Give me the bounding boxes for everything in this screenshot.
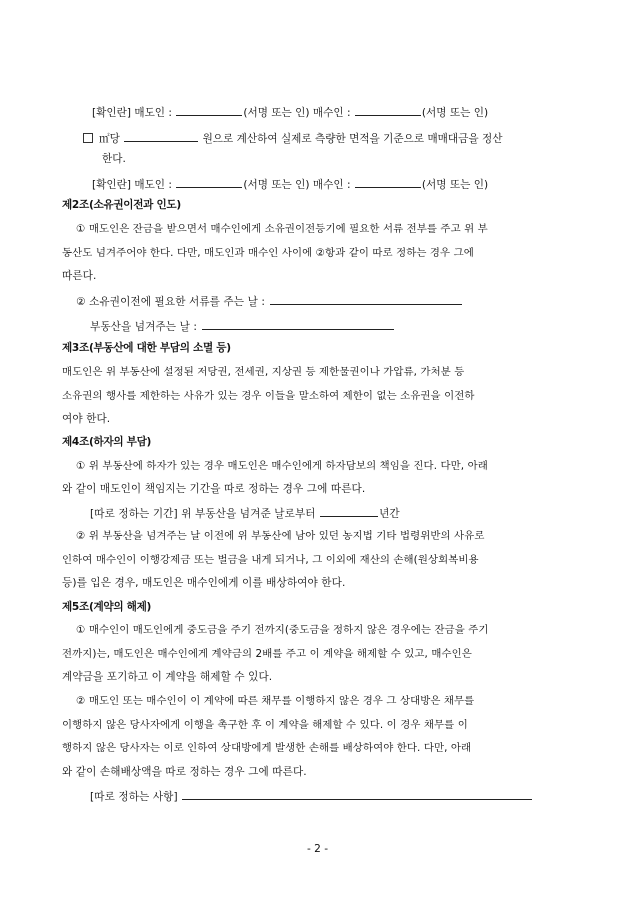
- article5-title: 제5조(계약의 해제): [62, 601, 152, 613]
- seller-signature-blank-2[interactable]: [176, 176, 242, 188]
- property-handover-date-blank[interactable]: [202, 318, 394, 330]
- article2-p1-line3: 따른다.: [62, 270, 97, 282]
- article5-p2-line4: 와 같이 손해배상액을 따로 정하는 경우 그에 따른다.: [62, 766, 307, 778]
- article5-p1-line2: 전까지)는, 매도인은 매수인에게 계약금의 2배를 주고 이 계약을 해제할 수 있고, 매수인은: [62, 648, 472, 660]
- special-terms-label: [따로 정하는 사항]: [90, 791, 178, 803]
- confirm-line-2: [92, 176, 488, 192]
- article4-p1-line2: 와 같이 매도인이 책임지는 기간을 따로 정하는 경우 그에 따른다.: [62, 483, 366, 495]
- price-option-text: 원으로 계산하여 실제로 측량한 면적을 기준으로 매매대금을 정산: [202, 133, 503, 145]
- article3-line2: 소유권의 행사를 제한하는 사유가 있는 경우 이들을 말소하여 제한이 없는 소유권을 이전하: [62, 390, 475, 402]
- price-option-prefix: ㎡당: [99, 133, 120, 145]
- confirm-line-1: [92, 104, 488, 120]
- article3-line3: 여야 한다.: [62, 413, 111, 425]
- confirm2-buyer-label: (서명 또는 인) 매수인 :: [243, 179, 351, 191]
- article5-p1-line1: ① 매수인이 매도인에게 중도금을 주기 전까지(중도금을 정하지 않은 경우에는 잔금을 주기: [76, 624, 489, 636]
- article5-p2-line2: 이행하지 않은 당사자에게 이행을 촉구한 후 이 계약을 해제할 수 있다. 이 경우 채무를 이: [62, 719, 468, 731]
- page-number: - 2 -: [306, 843, 329, 855]
- buyer-signature-blank[interactable]: [355, 104, 421, 116]
- article2-p2-line2: [90, 318, 395, 334]
- property-handover-date-label: 부동산을 넘겨주는 날 :: [90, 321, 198, 333]
- document-handover-date-blank[interactable]: [270, 293, 462, 305]
- confirm2-sign-end: (서명 또는 인): [421, 179, 489, 191]
- document-handover-date-label: ② 소유권이전에 필요한 서류를 주는 날 :: [76, 296, 266, 308]
- article2-p1-line2: 동산도 넘겨주어야 한다. 다만, 매도인과 매수인 사이에 ②항과 같이 따로 정하는 경우 그에: [62, 247, 474, 259]
- price-per-sqm-blank[interactable]: [124, 130, 198, 142]
- confirm2-seller-label: [확인란] 매도인 :: [92, 179, 172, 191]
- article5-p2-line1: ② 매도인 또는 매수인이 이 계약에 따른 채무를 이행하지 않은 경우 그 상대방은 채무를: [76, 695, 475, 707]
- article5-p2-line3: 행하지 않은 당사자는 이로 인하여 상대방에게 발생한 손해를 배상하여야 한다. 다만, 아래: [62, 742, 472, 754]
- article2-p1-line1: ① 매도인은 잔금을 받으면서 매수인에게 소유권이전등기에 필요한 서류 전부를 주고 위 부: [76, 223, 488, 235]
- article4-p2-line1: ② 위 부동산을 넘겨주는 날 이전에 위 부동산에 남아 있던 농지법 기타 법령위반의 사유로: [76, 530, 485, 542]
- warranty-period-label: [따로 정하는 기간] 위 부동산을 넘겨준 날로부터: [90, 508, 316, 520]
- special-terms-blank[interactable]: [182, 788, 532, 800]
- confirm-buyer-label: (서명 또는 인) 매수인 :: [243, 107, 351, 119]
- article4-title: 제4조(하자의 부담): [62, 436, 152, 448]
- article3-title: 제3조(부동산에 대한 부담의 소멸 등): [62, 342, 231, 354]
- confirm-sign-end: (서명 또는 인): [421, 107, 489, 119]
- article4-p1-line1: ① 위 부동산에 하자가 있는 경우 매도인은 매수인에게 하자담보의 책임을 진다. 다만, 아래: [76, 460, 488, 472]
- confirm-seller-label: [확인란] 매도인 :: [92, 107, 172, 119]
- warranty-period-unit: 년간: [379, 508, 400, 520]
- article4-period-line: [90, 505, 400, 521]
- article5-special-line: [90, 788, 533, 804]
- article3-line1: 매도인은 위 부동산에 설정된 저당권, 전세권, 지상권 등 제한물권이나 가압류, 가처분 등: [62, 366, 465, 378]
- article4-p2-line3: 등)를 입은 경우, 매도인은 매수인에게 이를 배상하여야 한다.: [62, 577, 346, 589]
- article2-p2-line: [76, 293, 463, 309]
- buyer-signature-blank-2[interactable]: [355, 176, 421, 188]
- article2-title: 제2조(소유권이전과 인도): [62, 199, 181, 211]
- seller-signature-blank[interactable]: [176, 104, 242, 116]
- price-option-line: [83, 130, 574, 146]
- article4-p2-line2: 인하여 매수인이 이행강제금 또는 벌금을 내게 되거나, 그 이외에 재산의 손해(원상회복비용: [62, 554, 479, 566]
- article5-p1-line3: 계약금을 포기하고 이 계약을 해제할 수 있다.: [62, 671, 273, 683]
- price-option-checkbox[interactable]: [83, 133, 93, 143]
- price-option-cont: 한다.: [102, 153, 126, 165]
- warranty-years-blank[interactable]: [320, 505, 378, 517]
